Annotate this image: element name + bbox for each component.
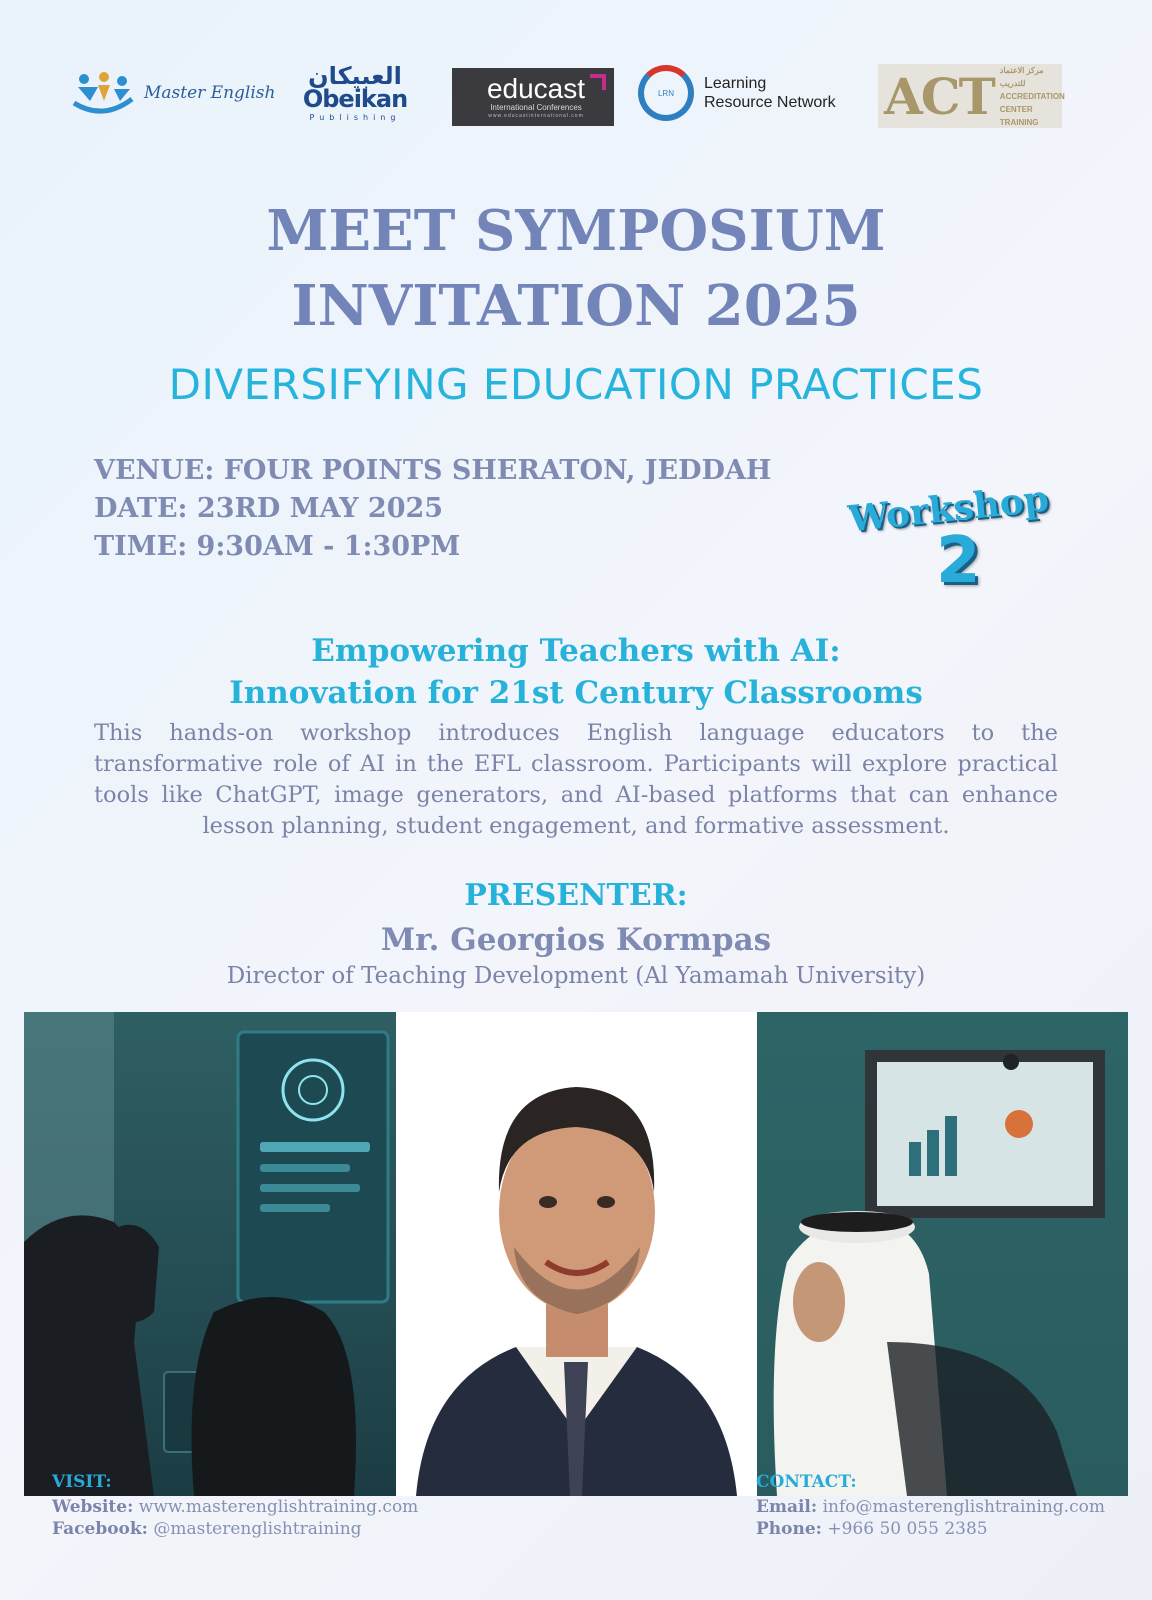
email-row — [756, 1497, 1105, 1517]
educast-wordmark: educast — [486, 73, 586, 104]
workshop-title-line-1: Empowering Teachers with AI: — [311, 633, 841, 669]
act-logo — [878, 64, 1065, 128]
visit-heading: VISIT: — [52, 1472, 112, 1492]
event-details — [94, 452, 771, 566]
date-line: DATE: 23RD MAY 2025 — [94, 493, 444, 524]
page-title-line-2: INVITATION 2025 — [291, 273, 861, 339]
workshop-badge-word: Workshop — [846, 477, 1051, 541]
educast-logo — [452, 68, 614, 126]
presenter-name: Mr. Georgios Kormpas — [380, 922, 772, 958]
presenter-portrait-illustration — [396, 1012, 757, 1496]
meeting-photo — [757, 1012, 1128, 1496]
website-label: Website: — [52, 1497, 134, 1517]
act-wordmark: ACT — [884, 66, 994, 126]
photo-strip — [24, 1012, 1128, 1496]
obeikan-logo — [300, 58, 410, 128]
website-link[interactable]: www.masterenglishtraining.com — [138, 1497, 419, 1517]
educast-arrow-icon — [590, 74, 606, 90]
act-line-1: ACCREDITATION — [999, 91, 1065, 101]
workshop-badge — [846, 477, 1068, 618]
page-title-line-1: MEET SYMPOSIUM — [266, 198, 886, 264]
workshop-badge-number: 2 — [936, 524, 981, 598]
act-subtitle — [1000, 64, 1065, 129]
act-line-2: CENTER — [999, 104, 1033, 114]
obeikan-english-wordmark: Obeikan — [302, 85, 408, 113]
phone-label: Phone: — [756, 1519, 822, 1539]
symposium-theme: DIVERSIFYING EDUCATION PRACTICES — [168, 360, 984, 409]
educast-url: www.educastinternational.com — [488, 113, 584, 119]
master-english-logo — [70, 58, 280, 128]
phone-row — [756, 1519, 988, 1539]
act-line-3: TRAINING — [999, 117, 1039, 127]
email-link[interactable]: info@masterenglishtraining.com — [822, 1497, 1105, 1517]
presenter-portrait — [396, 1012, 757, 1496]
venue-line: VENUE: FOUR POINTS SHERATON, JEDDAH — [94, 455, 772, 486]
obeikan-publishing-text: Publishing — [309, 113, 401, 122]
classroom-ai-photo — [24, 1012, 396, 1496]
master-english-wordmark: Master English — [144, 83, 276, 103]
lrn-abbreviation: LRN — [657, 88, 674, 98]
lrn-line-1: Learning — [704, 75, 767, 92]
obeikan-arabic-wordmark: العبيكان — [308, 62, 402, 90]
facebook-label: Facebook: — [52, 1519, 148, 1539]
time-line: TIME: 9:30AM - 1:30PM — [94, 531, 461, 562]
contact-heading: CONTACT: — [756, 1472, 857, 1492]
presenter-role: Director of Teaching Development (Al Yamamah University) — [226, 963, 926, 989]
lrn-line-2: Resource Network — [704, 94, 836, 111]
lrn-logo — [638, 58, 853, 128]
phone-link[interactable]: +966 50 055 2385 — [827, 1519, 988, 1539]
meeting-illustration — [757, 1012, 1128, 1496]
presenter-heading: PRESENTER: — [464, 878, 688, 913]
facebook-row — [52, 1519, 362, 1539]
workshop-description: This hands-on workshop introduces English language educators to the transformative role of AI in the EFL classroom. Participants will explore practical tools like ChatGPT, image generators, and AI-based platforms that can enhance lesson planning, student engagement, and formative assessment. — [94, 720, 1058, 839]
educast-subtitle: International Conferences — [490, 103, 582, 112]
act-arabic-text: مركز الاعتماد للتدريب — [999, 65, 1044, 88]
lrn-ring-icon — [638, 65, 694, 121]
email-label: Email: — [756, 1497, 818, 1517]
lrn-wordmark — [704, 74, 836, 112]
classroom-ai-illustration — [24, 1012, 396, 1496]
facebook-link[interactable]: @masterenglishtraining — [153, 1519, 362, 1539]
website-row — [52, 1497, 418, 1517]
sponsor-logos — [70, 58, 1082, 138]
master-english-emblem-icon — [70, 69, 136, 117]
workshop-title-line-2: Innovation for 21st Century Classrooms — [229, 675, 923, 711]
